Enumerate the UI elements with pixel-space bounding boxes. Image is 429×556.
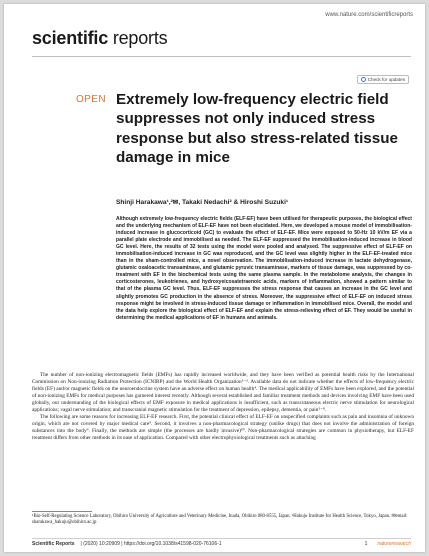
page-number: 1 [364, 541, 368, 547]
footnote-divider [32, 511, 92, 512]
publisher-logo: natureresearch [377, 541, 411, 547]
article-body [32, 372, 414, 442]
check-updates-icon [361, 77, 366, 82]
logo-bold: scientific [32, 28, 109, 48]
journal-url[interactable]: www.nature.com/scientificreports [325, 12, 413, 18]
body-paragraph-2: The following are some reasons for increasing ELF-EF research. First, the potential clinical effect of ELF-EF on unspecified complaints such as pain and insomnia of unknown origin, which are not covered by major medical care⁹. Second, it involves a non-pharmacological strategy (unlike drugs) that does not involve the administration of foreign substances into the body⁹. Finally, the methods are simple (the processes are hardly invasive)¹⁰. Non-pharmacological strategies are common in physiotherapy, but ELF-EF treatment differs from other methods in its ease of application. Compared with other electrophysiological treatments such as attaching [32, 414, 414, 441]
article-page [4, 4, 425, 552]
footer-journal: Scientific Reports [32, 541, 75, 547]
journal-logo [32, 28, 167, 49]
logo-light: reports [108, 28, 168, 48]
check-updates-label: Check for updates [367, 77, 405, 82]
open-access-label: OPEN [76, 94, 106, 105]
check-updates-button[interactable] [357, 75, 409, 84]
abstract: Although extremely low-frequency electric fields (ELF-EF) have been utilised for therapeutic purposes, the biological effect and the underlying mechanism of ELF-EF have not been elucidated. Here, we developed a mouse model of immobilisation-induced increase in glucocorticoid (GC) to evaluate the effect of ELF-EF. Mice were exposed to 50-Hz 10 kV/m EF via a parallel plate electrode and immobilised as needed. The ELF-EF suppressed the immobilisation-induced increase in blood GC level. Here, the results of 32 tests using the model were pooled and analysed. The suppressive effect of ELF-EF on immobilisation-induced increase in GC was reproduced, and the GC level was slightly higher in the ELF-EF-treated mice than in the sham-controlled mice, a novel observation. The immobilisation-induced increase in lactate dehydrogenase, glutamic oxaloacetic transaminase, and glutamic pyruvic transaminase, markers of tissue damage, was suppressed by co-treatment with EF in the biochemical tests using the same plasma sample. In the metabolome analysis, the changes in corticosterones, leukotrienes, and hydroxyeicosatetraenoic acids, markers of inflammation, showed a pattern similar to that of the plasma GC level. Thus, ELF-EF suppresses the stress response that causes an increase in the GC level and slightly promotes GC production in the absence of stress. Moreover, the suppressive effect of ELF-EF on induced stress response might be involved in stress-induced tissue damage or inflammation in immobilised mice. Overall, the model and the data help explore the biological effect of ELF-EF and explain the stress-relieving effect of EF. They would be useful in determining the medical applications of EF in humans and animals. [116, 216, 412, 321]
body-paragraph-1: The number of non-ionizing electromagnetic fields (EMFs) has rapidly increased worldwide, and they have been verified as potential health risks by the International Commission on Non-ionizing Radiation Protection (ICNIRP) and the World Health Organization¹⁻³. Available data do not indicate whether the effects of low-frequency electric fields (EF) and/or magnetic fields on the neuroendocrine system have an adverse effect on human health⁴. The medical applicability of EMFs have been explored, and the potential of non-ionizing EMFs for medical purposes has garnered interest recently. Although several established and familiar treatment methods and devices involving EMF have been used globally, our understanding of the biological effects of EMF exposure in medical applications is insufficient, such as transcutaneous electric nerve stimulation for neurological applications; vagal nerve stimulation; and transcranial magnetic stimulation for the treatment of depression, epilepsy, dementia, or pain⁵⁻⁸. [32, 372, 414, 413]
author-list[interactable]: Shinji Harakawa¹,²✉, Takaki Nedachi² & Hiroshi Suzuki¹ [116, 199, 289, 206]
header-divider [32, 56, 411, 57]
footer-citation[interactable]: | (2020) 10:20909 | https://doi.org/10.1038/s41598-020-76106-1 [80, 541, 222, 547]
article-title: Extremely low-frequency electric field suppresses not only induced stress response but also stress-related tissue damage in mice [116, 91, 398, 166]
page-footer [32, 541, 411, 547]
affiliations: ¹Bio-Self-Regulating Science Laboratory, Obihiro University of Agriculture and Veterinary Medicine, Inada, Obihiro 080-8555, Japan. ²Hakuju Institute for Health Science, Tokyo, Japan. ✉email: sharakawa_hakuju@obihiro.ac.jp [32, 514, 408, 526]
footer-divider [32, 538, 411, 539]
